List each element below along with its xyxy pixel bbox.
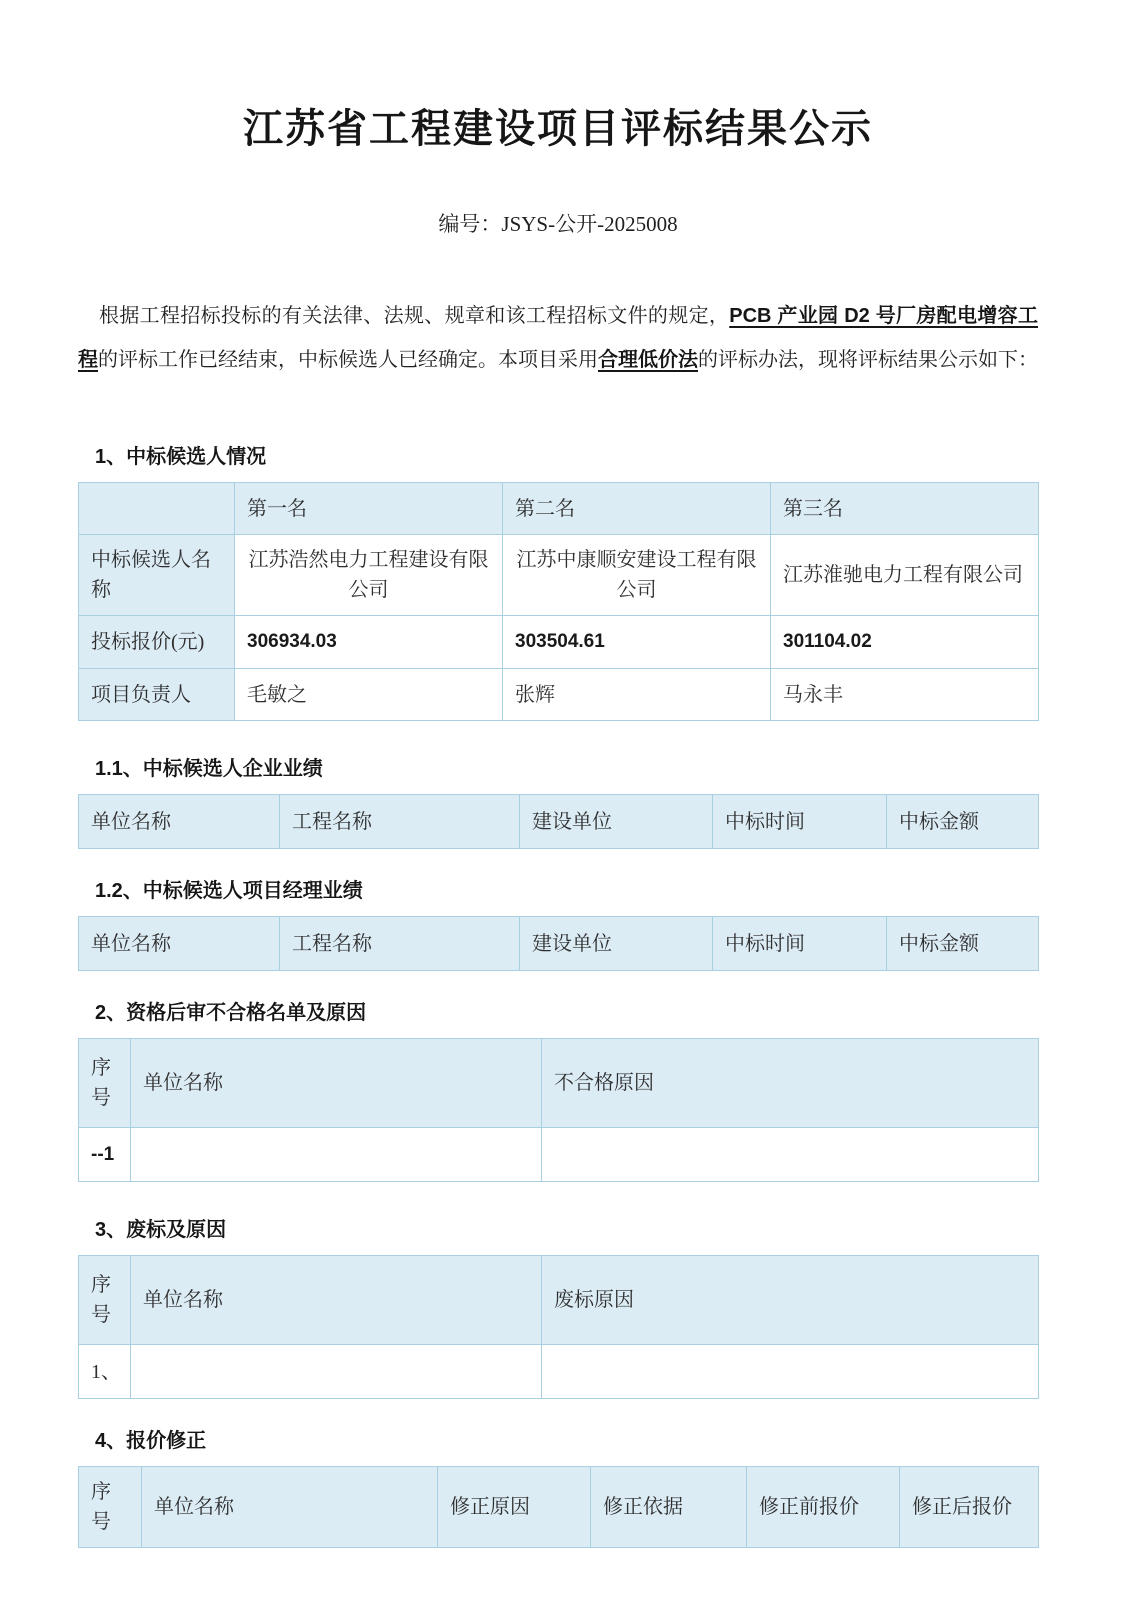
rank-1-header: 第一名 <box>235 483 503 535</box>
col-disqualified-reason: 不合格原因 <box>542 1039 1039 1128</box>
col-correction-reason: 修正原因 <box>438 1467 591 1548</box>
col-project-name: 工程名称 <box>280 917 520 971</box>
candidate-3-name: 江苏淮驰电力工程有限公司 <box>771 535 1039 616</box>
candidate-3-price: 301104.02 <box>771 616 1039 669</box>
page-title: 江苏省工程建设项目评标结果公示 <box>243 107 873 151</box>
row-label-project-leader: 项目负责人 <box>79 669 235 721</box>
reason-cell <box>542 1128 1039 1182</box>
disqualified-table <box>78 1038 1039 1182</box>
bid-price-row <box>79 616 1039 669</box>
doc-number: 编号：JSYS-公开-2025008 <box>438 212 678 236</box>
col-rejected-reason: 废标原因 <box>542 1256 1039 1345</box>
company-cell <box>131 1128 542 1182</box>
manager-performance-header-row <box>79 917 1039 971</box>
rejected-bids-table <box>78 1255 1039 1399</box>
col-award-amount: 中标金额 <box>887 795 1039 849</box>
rank-3-header: 第三名 <box>771 483 1039 535</box>
col-price-before: 修正前报价 <box>747 1467 900 1548</box>
col-company-name: 单位名称 <box>79 917 280 971</box>
col-company-name: 单位名称 <box>131 1039 542 1128</box>
disqualified-header-row <box>79 1039 1039 1128</box>
section-3-heading: 3、废标及原因 <box>95 1219 227 1241</box>
rejected-bids-row-1 <box>79 1345 1039 1399</box>
col-project-name: 工程名称 <box>280 795 520 849</box>
col-price-after: 修正后报价 <box>900 1467 1039 1548</box>
enterprise-performance-header-row <box>79 795 1039 849</box>
col-award-amount: 中标金额 <box>887 917 1039 971</box>
col-company-name: 单位名称 <box>131 1256 542 1345</box>
section-1-2-heading: 1.2、中标候选人项目经理业绩 <box>95 880 363 902</box>
row-label-candidate-name: 中标候选人名称 <box>79 535 235 616</box>
price-correction-header-row <box>79 1467 1039 1548</box>
col-correction-basis: 修正依据 <box>591 1467 747 1548</box>
seq-cell: 1、 <box>79 1345 131 1399</box>
candidates-header-row <box>79 483 1039 535</box>
intro-text-3: 的评标办法，现将评标结果公示如下： <box>698 349 1038 371</box>
corner-cell <box>79 483 235 535</box>
enterprise-performance-table <box>78 794 1039 849</box>
intro-paragraph <box>78 294 1038 382</box>
candidate-2-leader: 张辉 <box>503 669 771 721</box>
company-cell <box>131 1345 542 1399</box>
section-1-1-heading: 1.1、中标候选人企业业绩 <box>95 758 323 780</box>
candidates-table <box>78 482 1039 721</box>
intro-text-2: 的评标工作已经结束，中标候选人已经确定。本项目采用 <box>98 349 598 371</box>
candidate-2-name: 江苏中康顺安建设工程有限公司 <box>503 535 771 616</box>
col-award-time: 中标时间 <box>713 917 887 971</box>
price-correction-table <box>78 1466 1039 1548</box>
document-content <box>78 0 1038 1548</box>
project-name: PCB 产业园 D2 号厂房配电增容工程 <box>78 305 1039 371</box>
section-2-heading: 2、资格后审不合格名单及原因 <box>95 1002 367 1024</box>
evaluation-method: 合理低价法 <box>598 349 698 371</box>
rank-2-header: 第二名 <box>503 483 771 535</box>
candidate-1-name: 江苏浩然电力工程建设有限公司 <box>235 535 503 616</box>
section-1-heading: 1、中标候选人情况 <box>95 446 267 468</box>
col-construction-unit: 建设单位 <box>520 917 713 971</box>
section-4-heading: 4、报价修正 <box>95 1430 207 1452</box>
seq-cell: --1 <box>79 1128 131 1182</box>
reason-cell <box>542 1345 1039 1399</box>
candidate-1-leader: 毛敏之 <box>235 669 503 721</box>
intro-text-1: 根据工程招标投标的有关法律、法规、规章和该工程招标文件的规定， <box>99 305 730 327</box>
col-seq-no: 序号 <box>79 1256 131 1345</box>
rejected-bids-header-row <box>79 1256 1039 1345</box>
col-seq-no: 序号 <box>79 1039 131 1128</box>
col-construction-unit: 建设单位 <box>520 795 713 849</box>
manager-performance-table <box>78 916 1039 971</box>
candidate-name-row <box>79 535 1039 616</box>
col-seq-no: 序号 <box>79 1467 142 1548</box>
candidate-1-price: 306934.03 <box>235 616 503 669</box>
row-label-bid-price: 投标报价(元) <box>79 616 235 669</box>
disqualified-row-1 <box>79 1128 1039 1182</box>
col-award-time: 中标时间 <box>713 795 887 849</box>
col-company-name: 单位名称 <box>79 795 280 849</box>
col-company-name: 单位名称 <box>142 1467 438 1548</box>
project-leader-row <box>79 669 1039 721</box>
candidate-2-price: 303504.61 <box>503 616 771 669</box>
candidate-3-leader: 马永丰 <box>771 669 1039 721</box>
